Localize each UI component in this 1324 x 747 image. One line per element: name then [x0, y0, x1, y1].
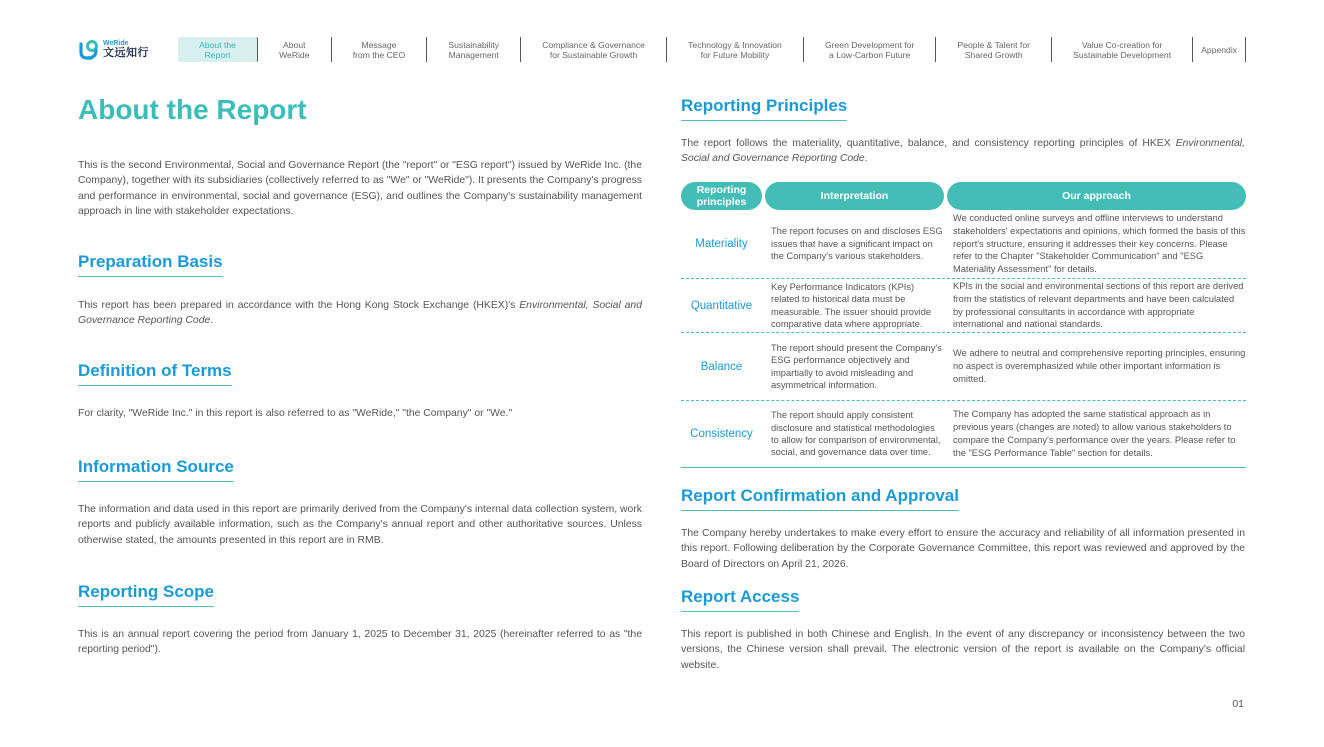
weride-logo[interactable] — [79, 38, 149, 60]
nav-technology-innovation[interactable]: Technology & Innovation for Future Mobility — [667, 37, 804, 62]
approach-cell: We adhere to neutral and comprehensive reporting principles, ensuring no aspect is overemphasized while other important information is omitted. — [953, 348, 1246, 384]
reporting-scope-heading: Reporting Scope — [78, 582, 214, 607]
information-source-text: The information and data used in this report are primarily derived from the Company's internal data collection system, work reports and publicly available information, such as the Company's annual report and other authoritative sources. Unless otherwise stated, the amounts presented in this report are in RMB. — [78, 504, 642, 546]
interpretation-cell: The report should present the Company's ESG performance objectively and impartially to avoid misleading and asymmetrical information. — [771, 342, 942, 390]
nav-about-weride[interactable]: About WeRide — [258, 37, 332, 62]
page-number: 01 — [1232, 698, 1244, 710]
preparation-basis-text: This report has been prepared in accordance with the Hong Kong Stock Exchange (HKEX)'s Environmental, Social and Governance Reporting Code. — [78, 300, 642, 327]
table-row — [681, 333, 1246, 401]
nav-compliance-governance[interactable]: Compliance & Governance for Sustainable Growth — [521, 37, 667, 62]
preparation-basis-heading: Preparation Basis — [78, 252, 223, 277]
reporting-principles-text: The report follows the materiality, quantitative, balance, and consistency reporting principles of HKEX Environmental, Social and Governance Reporting Code. — [681, 138, 1245, 165]
reporting-principles-heading: Reporting Principles — [681, 96, 847, 121]
table-row — [681, 210, 1246, 279]
nav-value-cocreation[interactable]: Value Co-creation for Sustainable Development — [1052, 37, 1193, 62]
principle-cell: Consistency — [690, 428, 753, 440]
interpretation-cell: The report focuses on and discloses ESG issues that have a significant impact on the Company's various stakeholders. — [771, 226, 943, 262]
chapter-navigation — [178, 37, 1246, 62]
principle-cell: Materiality — [695, 238, 748, 250]
approach-cell: We conducted online surveys and offline interviews to understand stakeholders' expectations and opinions, which formed the basis of this report's structure, ensuring it addresses their key concerns. Please refer to the Chapter "Stakeholder Communication" and "ESG Materiality Assessment" for details. — [953, 212, 1246, 275]
interpretation-cell: Key Performance Indicators (KPIs) related to historical data must be measurable. The issuer should provide comparative data where appropriate. — [771, 281, 932, 329]
approach-cell: KPIs in the social and environmental sections of this report are derived from the statistics of relevant departments and have been calculated by professional consultants in accordance with appropriate international and national standards. — [953, 280, 1244, 330]
nav-appendix[interactable]: Appendix — [1193, 37, 1246, 62]
table-header — [681, 182, 1246, 210]
table-row — [681, 279, 1246, 333]
nav-sustainability-management[interactable]: Sustainability Management — [427, 37, 521, 62]
report-access-heading: Report Access — [681, 587, 799, 612]
weride-logo-mark — [79, 38, 99, 60]
reporting-principles-table — [681, 182, 1246, 468]
nav-green-development[interactable]: Green Development for a Low-Carbon Future — [804, 37, 937, 62]
nav-message-ceo[interactable]: Message from the CEO — [332, 37, 428, 62]
table-header-principles: Reporting principles — [681, 182, 762, 210]
principle-cell: Quantitative — [690, 299, 753, 312]
definition-terms-text: For clarity, "WeRide Inc." in this report is also referred to as "WeRide," "the Company" or "We." — [78, 408, 513, 419]
page-title: About the Report — [78, 94, 307, 125]
table-row — [681, 401, 1246, 468]
intro-paragraph: This is the second Environmental, Social and Governance Report (the "report" or "ESG report") issued by WeRide Inc. (the Company), together with its subsidiaries (collectively referred to as "We" or "WeRide"). It presents the Company's progress and performance in environmental, social and governance (ESG), and outlines the Company's sustainability management approach in line with stakeholder expectations. — [78, 160, 642, 218]
reporting-scope-text: This is an annual report covering the period from January 1, 2025 to December 31, 2025 (hereinafter referred to as "the reporting period"). — [78, 629, 642, 656]
table-header-approach: Our approach — [947, 182, 1246, 210]
principle-cell: Balance — [700, 360, 743, 373]
confirmation-approval-text: The Company hereby undertakes to make every effort to ensure the accuracy and reliability of all information presented in this report. Following deliberation by the Corporate Governance Committee, this report was reviewed and approved by the Board of Directors on April 21, 2026. — [681, 528, 1245, 570]
report-access-text: This report is published in both Chinese and English. In the event of any discrepancy or inconsistency between the two versions, the Chinese version shall prevail. The electronic version of the report is available on the Company's official website. — [681, 629, 1245, 671]
logo-brand-cn: 文远知行 — [103, 46, 149, 59]
interpretation-cell: The report should apply consistent disclosure and statistical methodologies to allow for comparison of environmental, social, and governance data over time. — [771, 410, 941, 458]
confirmation-approval-heading: Report Confirmation and Approval — [681, 486, 959, 511]
nav-people-talent[interactable]: People & Talent for Shared Growth — [936, 37, 1052, 62]
table-header-interpretation: Interpretation — [765, 182, 944, 210]
definition-terms-heading: Definition of Terms — [78, 361, 232, 386]
information-source-heading: Information Source — [78, 457, 234, 482]
nav-about-report[interactable]: About the Report — [178, 37, 258, 62]
logo-brand-en: WeRide — [103, 39, 129, 47]
approach-cell: The Company has adopted the same statistical approach as in previous years (changes are noted) to allow various stakeholders to compare the Company's performance over the years. Please refer to the "ESG Performance Table" section for details. — [953, 409, 1236, 458]
